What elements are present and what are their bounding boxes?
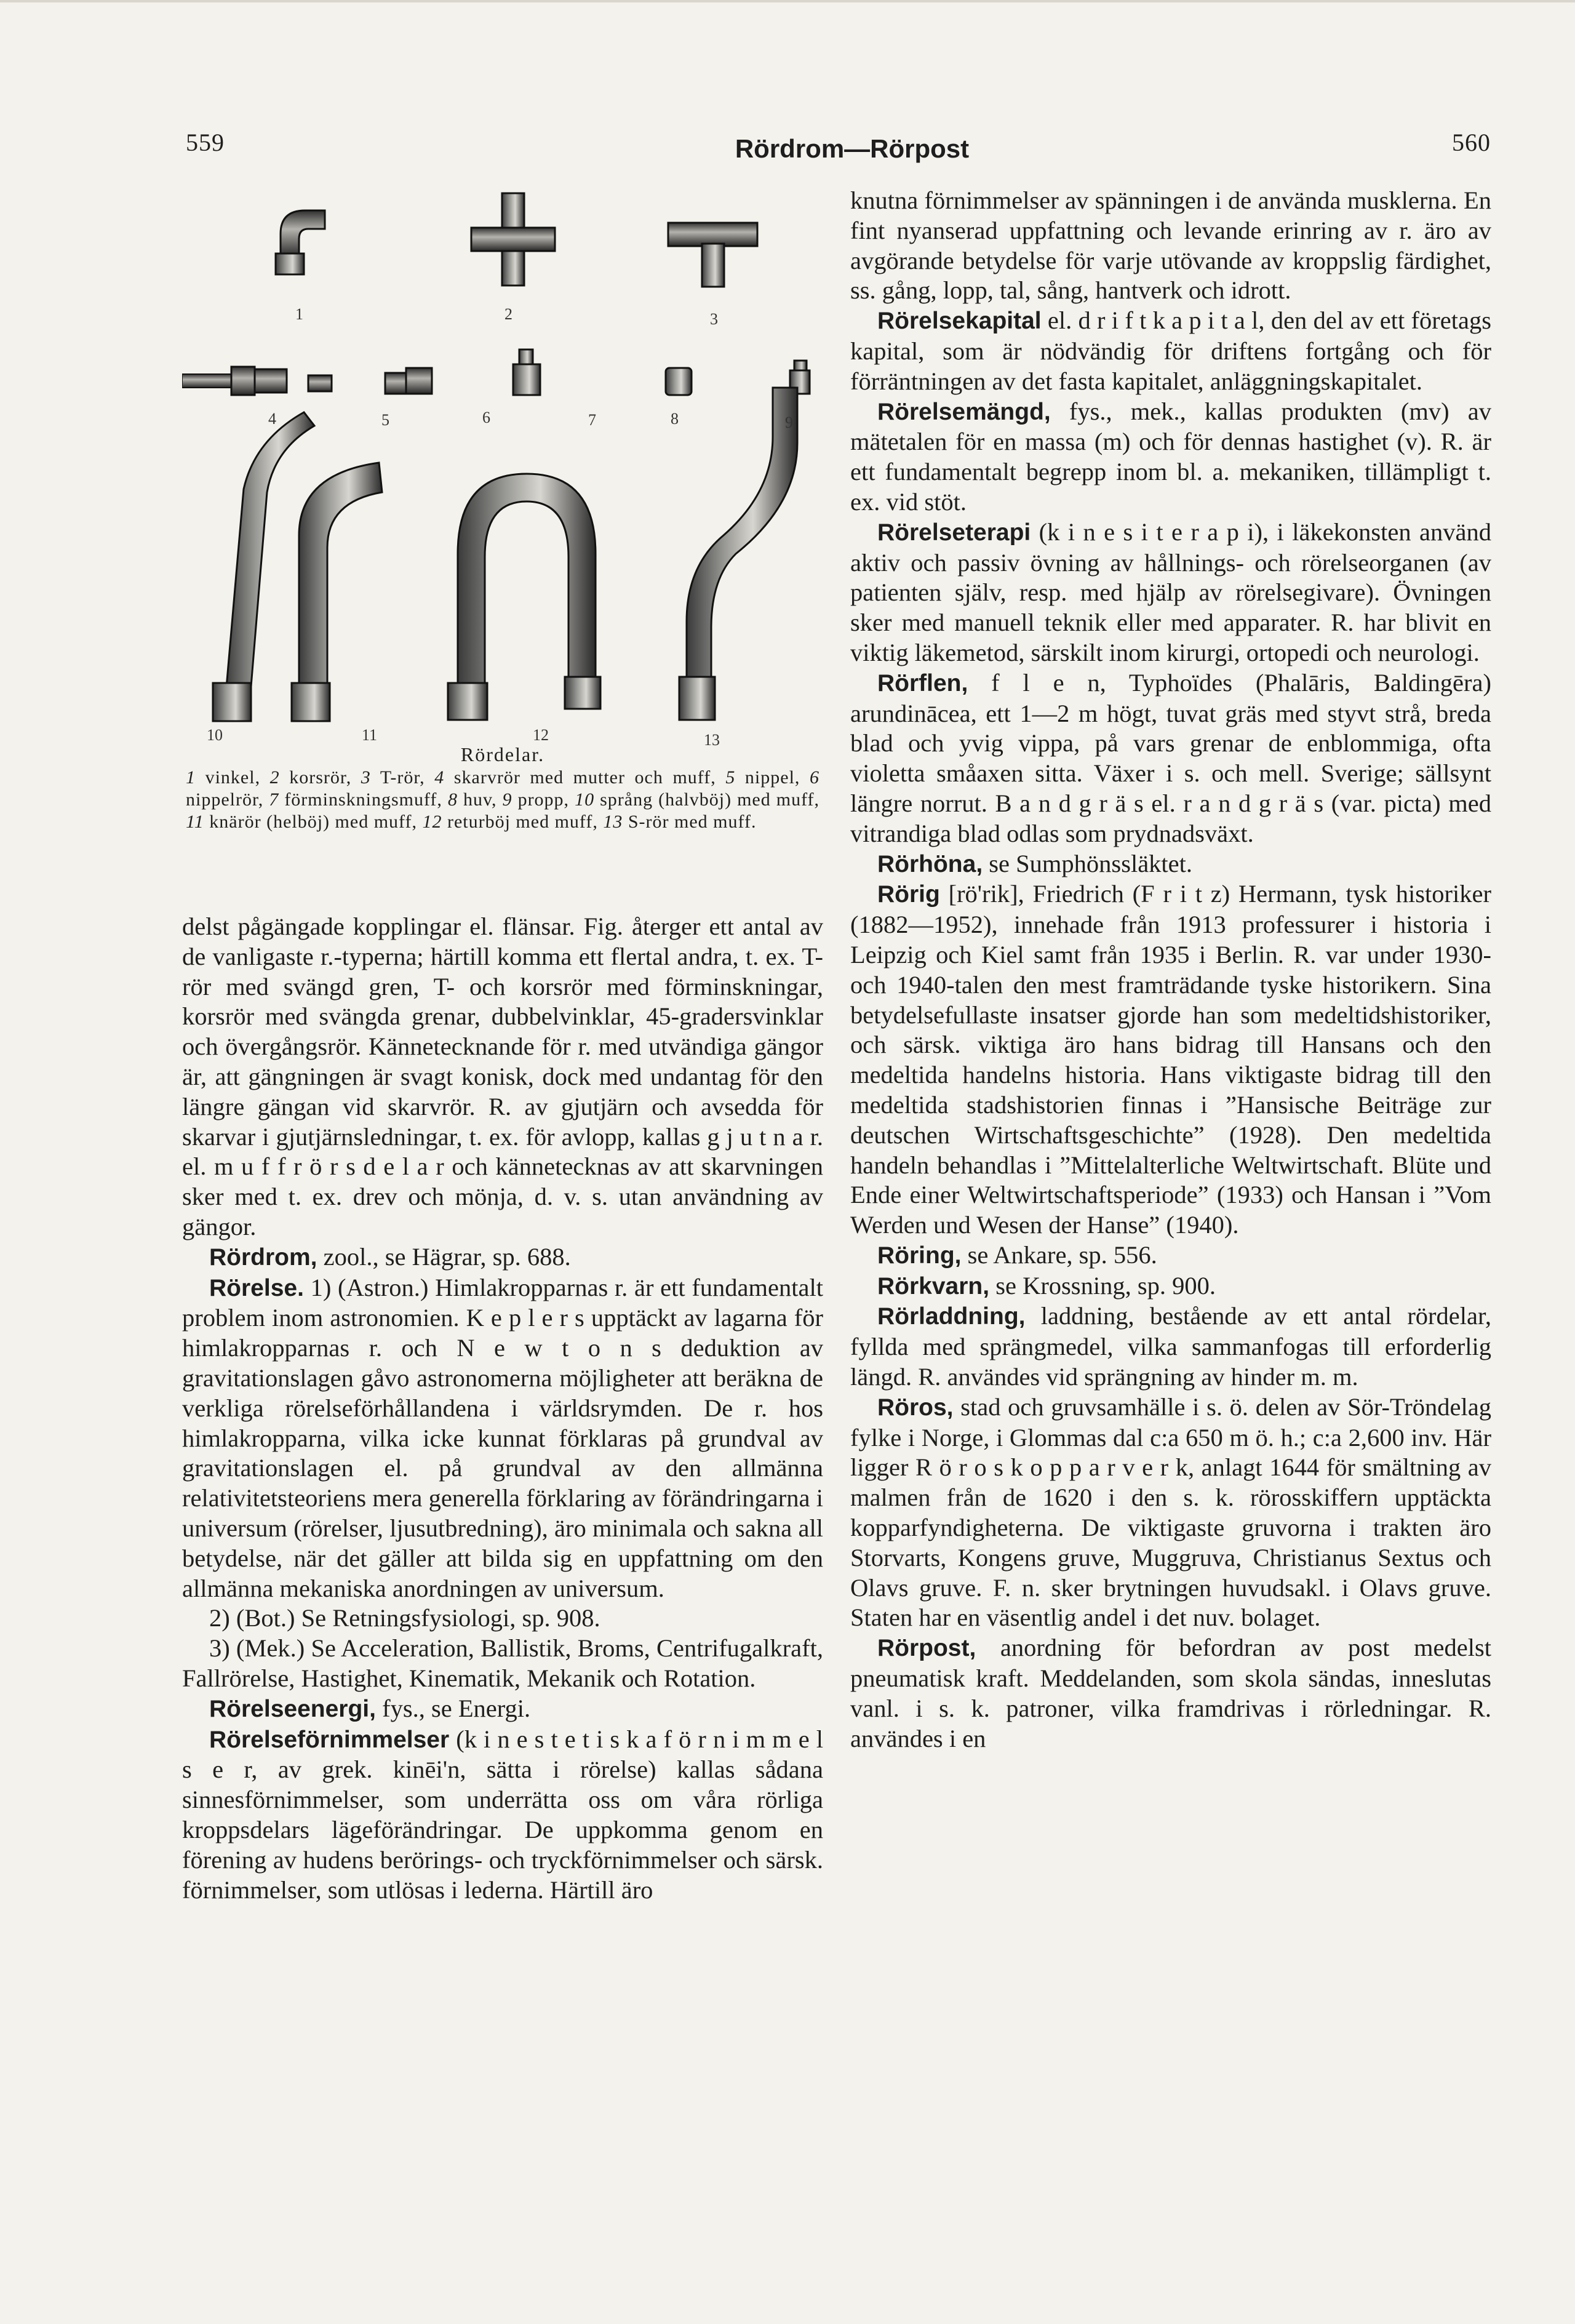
entry-subsection	[182, 1634, 823, 1694]
running-head: Rördrom—Rörpost	[735, 134, 970, 163]
caption-part: korsrör,	[279, 767, 361, 788]
entry-headword: Rörflen,	[877, 669, 968, 697]
entry-text: 3) (Mek.) Se Acceleration, Ballistik, Broms, Centrifugalkraft, Fallrörelse, Hastighet, Kinematik, Mekanik och Rotation.	[182, 1634, 823, 1692]
dictionary-entry	[182, 1273, 823, 1604]
caption-part: förminskningsmuff,	[279, 789, 448, 810]
caption-number: 2	[269, 767, 280, 788]
right-text-column	[850, 186, 1491, 1754]
entry-headword: Rörkvarn,	[877, 1272, 990, 1300]
dictionary-entry	[850, 849, 1491, 880]
figure-label-9: 9	[785, 413, 793, 431]
entry-text: knutna förnimmelser av spänningen i de använda musklerna. En fint nyanserad uppfattning och levande erinring av r. äro av avgörande betydelse för varje utövande av kroppslig färdighet, ss. gång, lopp, tal, sång, hantverk och idrott.	[850, 186, 1491, 305]
figure-label-5: 5	[381, 411, 389, 429]
caption-number: 4	[434, 767, 445, 788]
entry-text: anordning för befordran av post medelst pneumatisk kraft. Meddelanden, som skola sändas, inneslutas vanl. i s. k. patroner, vilka framdrivas i rörledningar. R. användes i en	[850, 1634, 1491, 1752]
caption-part: knärör (helböj) med muff,	[204, 812, 423, 832]
pipe-fittings-figure	[182, 185, 823, 892]
entry-text: stad och gruvsamhälle i s. ö. delen av Sör-Tröndelag fylke i Norge, i Glommas dal c:a 650 m ö. h.; c:a 2,600 inv. Här ligger R ö r o s k o p p a r v e r k, anlagt 1644 för smältning av malmen från de 1620 i den s. k. rörosskiffern upptäckta kopparfyndigheterna. De viktigaste gruvorna i trakten äro Storvarts, Kongens gruve, Muggruva, Christianus Sextus och Olavs gruve. F. n. sker brytningen huvudsakl. i Olavs gruve. Staten har en väsentlig andel i det nuv. bolaget.	[850, 1392, 1491, 1632]
fitting-1-elbow	[276, 210, 325, 274]
figure-title: Rördelar.	[460, 743, 545, 765]
entry-headword: Rörig	[877, 881, 940, 908]
caption-part: propp,	[512, 789, 575, 810]
page-number-right: 560	[1452, 129, 1491, 156]
caption-number: 5	[725, 767, 736, 788]
caption-number: 1	[186, 767, 196, 788]
entry-text: f l e n, Typhoïdes (Phalāris, Baldingēra) arundinācea, ett 1—2 m högt, tuvat gräs med styvt strå, breda blad och yvig vippa, på vars grenar de enblommiga, ofta violetta småaxen sitta. Växer i s. och mell. Sverige; sällsynt längre norrut. B a n d g r ä s el. r a n d g r ä s (var. picta) med vitrandiga blad odlas som prydnadsväxt.	[850, 668, 1491, 847]
entry-subsection	[182, 1603, 823, 1634]
dictionary-entry	[850, 668, 1491, 849]
fitting-11-knee-bend	[292, 463, 382, 721]
fitting-8-cap	[666, 368, 692, 395]
figure-label-3: 3	[710, 310, 718, 328]
dictionary-entry	[850, 1240, 1491, 1271]
page-number-left: 559	[186, 129, 225, 156]
entry-text: laddning, bestående av ett antal rördelar, fyllda med sprängmedel, vilka sammanfogas till erforderlig längd. R. användes vid sprängning av hinder m. m.	[850, 1302, 1491, 1391]
caption-number: 13	[603, 812, 623, 832]
entry-headword: Rörelse.	[209, 1274, 304, 1301]
dictionary-entry	[182, 1694, 823, 1725]
caption-number: 9	[502, 789, 512, 810]
entry-headword: Röring,	[877, 1242, 962, 1269]
dictionary-entry	[850, 397, 1491, 517]
entry-headword: Rörhöna,	[877, 850, 983, 877]
figure-caption	[186, 767, 819, 833]
dictionary-entry	[850, 1392, 1491, 1633]
left-text-column	[182, 912, 823, 1905]
figure-label-12: 12	[533, 726, 549, 744]
entry-headword: Rörelseförnimmelser	[209, 1726, 450, 1753]
dictionary-entry	[850, 1271, 1491, 1302]
dictionary-entry	[182, 1725, 823, 1906]
fitting-13-s-bend	[679, 388, 797, 720]
caption-part: nippelrör,	[186, 789, 269, 810]
fitting-2-cross	[471, 193, 555, 286]
entry-text: zool., se Hägrar, sp. 688.	[317, 1242, 571, 1271]
continued-text	[182, 912, 823, 1242]
caption-part: språng (halvböj) med muff,	[594, 789, 820, 810]
figure-label-1: 1	[295, 305, 303, 323]
entry-text: 1) (Astron.) Himlakropparnas r. är ett fundamentalt problem inom astronomien. K e p l e r s upptäckt av lagarna för himlakropparnas r. och N e w t o n s deduktion av gravitationslagen gåvo astronomerna möjligheter att beräkna de verkliga rörelseförhållandena i världsrymden. De r. hos himlakropparna, vilka icke kunnat förklaras på grundval av gravitationslagen el. på grundval av den allmänna relativitetsteoriens mera generella förklaring av förändringarna i universum (rörelser, ljusutbredning), äro minimala och sakna all betydelse, när det gäller att bilda sig en uppfattning om den allmänna mekaniska anordningen av universum.	[182, 1273, 823, 1602]
figure-label-10: 10	[207, 726, 223, 744]
dictionary-entry	[182, 1242, 823, 1273]
caption-number: 6	[810, 767, 819, 788]
dictionary-entry	[850, 879, 1491, 1240]
entry-text: se Krossning, sp. 900.	[989, 1271, 1216, 1300]
caption-part: T-rör,	[370, 767, 435, 788]
entry-headword: Rörpost,	[877, 1635, 976, 1662]
entry-text: se Sumphönssläktet.	[983, 849, 1193, 877]
entry-headword: Rörelseenergi,	[209, 1695, 376, 1722]
dictionary-entry	[850, 306, 1491, 396]
fitting-12-return-bend	[448, 474, 600, 720]
pipe-fittings-illustration	[182, 185, 823, 738]
fitting-5-nipple	[308, 375, 332, 391]
caption-number: 7	[269, 789, 279, 810]
caption-number: 11	[186, 812, 204, 832]
entry-text: 2) (Bot.) Se Retningsfysiologi, sp. 908.	[209, 1604, 600, 1632]
fitting-6-nipple-pipe	[385, 368, 432, 394]
entry-headword: Rörladdning,	[877, 1303, 1026, 1330]
caption-part: huv,	[457, 789, 503, 810]
entry-text: delst pågängade kopplingar el. flänsar. Fig. återger ett antal av de vanligaste r.-typerna; härtill komma ett flertal andra, t. ex. T-rör med svängd gren, T- och korsrör med förminskningar, korsrör med svängda grenar, dubbelvinklar, 45-gradersvinklar och övergångsrör. Kännetecknande för r. med utvändiga gängor är, att gängningen är svagt konisk, dock med undantag för den längre gängan vid skarvrör. R. av gjutjärn och avsedda för skarvar i gjutjärnsledningar, t. ex. för avlopp, kallas g j u t n a r. el. m u f f r ö r s d e l a r och kännetecknas av att skarvningen sker med t. ex. drev och mönja, d. v. s. utan användning av gängor.	[182, 912, 823, 1240]
fitting-7-reducer	[513, 349, 540, 395]
caption-part: skarvrör med mutter och muff,	[444, 767, 726, 788]
entry-headword: Rörelsemängd,	[877, 398, 1051, 425]
entry-text: el. d r i f t k a p i t a l, den del av ett företags kapital, som är nödvändig för driftens fortgång och för förräntningen av det fasta kapitalet, anläggningskapitalet.	[850, 306, 1491, 395]
caption-number: 3	[361, 767, 371, 788]
figure-label-7: 7	[588, 411, 596, 429]
entry-text: fys., se Energi.	[375, 1694, 531, 1722]
entry-headword: Rördrom,	[209, 1244, 317, 1271]
entry-text: fys., mek., kallas produkten (mv) av mätetalen för en massa (m) och för dennas hastighet (v). R. är ett fundamentalt begrepp inom bl. a. mekaniken, tillämpligt t. ex. vid stöt.	[850, 397, 1491, 516]
figure-label-11: 11	[362, 726, 378, 744]
figure-label-13: 13	[704, 731, 720, 749]
entry-text: (k i n e s i t e r a p i), i läkekonsten använd aktiv och passiv övning av hållnings- och rörelseorganen (av patienten själv, resp. med hjälp av rörelsegivare). Övningen sker med manuell teknik eller med apparater. R. har blivit en viktig läkemetod, särskilt inom kirurgi, ortopedi och neurologi.	[850, 517, 1491, 666]
entry-headword: Rörelsekapital	[877, 308, 1042, 335]
caption-part: vinkel,	[196, 767, 270, 788]
fitting-4-union-pipe	[182, 367, 287, 395]
continued-text	[850, 186, 1491, 306]
entry-headword: Röros,	[877, 1394, 954, 1421]
entry-headword: Rörelseterapi	[877, 519, 1031, 546]
figure-label-2: 2	[504, 305, 512, 323]
figure-label-8: 8	[671, 410, 679, 428]
caption-part: S-rör med muff.	[623, 812, 757, 832]
dictionary-entry	[850, 1301, 1491, 1392]
caption-part: returböj med muff,	[442, 812, 604, 832]
dictionary-entry	[850, 517, 1491, 668]
entry-text: (k i n e s t e t i s k a f ö r n i m m e l s e r, av grek. kinēi'n, sätta i rörelse) kallas sådana sinnesförnimmelser, som underrätta oss om våra rörliga kroppsdelars lägeförändringar. De uppkomma genom en förening av hudens berörings- och tryckförnimmelser och särsk. förnimmelser, som utlösas i lederna. Härtill äro	[182, 1725, 823, 1904]
figure-label-4: 4	[268, 410, 276, 428]
caption-number: 10	[575, 789, 595, 810]
entry-text: se Ankare, sp. 556.	[961, 1240, 1157, 1269]
dictionary-entry	[850, 1633, 1491, 1754]
entry-text: [rö'rik], Friedrich (F r i t z) Hermann, tysk historiker (1882—1952), innehade från 1913 professurer i historia i Leipzig och Kiel samt från 1935 i Berlin. R. var under 1930- och 1940-talen den mest framträdande tyske historikern. Sina betydelsefullaste insatser gjorde han som medeltidshistoriker, och särsk. viktiga äro hans bidrag till Hansans och den medeltida handelns historia. Hans viktigaste bidrag till den medeltida stadshistorien finnas i ”Hansische Beiträge zur deutschen Wirtschaftsgeschichte” (1928). Den medeltida handeln behandlas i ”Mittelalterliche Weltwirtschaft. Blüte und Ende einer Weltwirtschaftsperiode” (1933) och Hansan i ”Vom Werden und Wesen der Hanse” (1940).	[850, 880, 1491, 1239]
fitting-3-tee	[668, 223, 757, 287]
caption-number: 12	[422, 812, 442, 832]
figure-label-6: 6	[482, 409, 490, 426]
caption-part: nippel,	[735, 767, 810, 788]
top-edge-line	[0, 0, 1575, 2]
caption-number: 8	[447, 789, 458, 810]
